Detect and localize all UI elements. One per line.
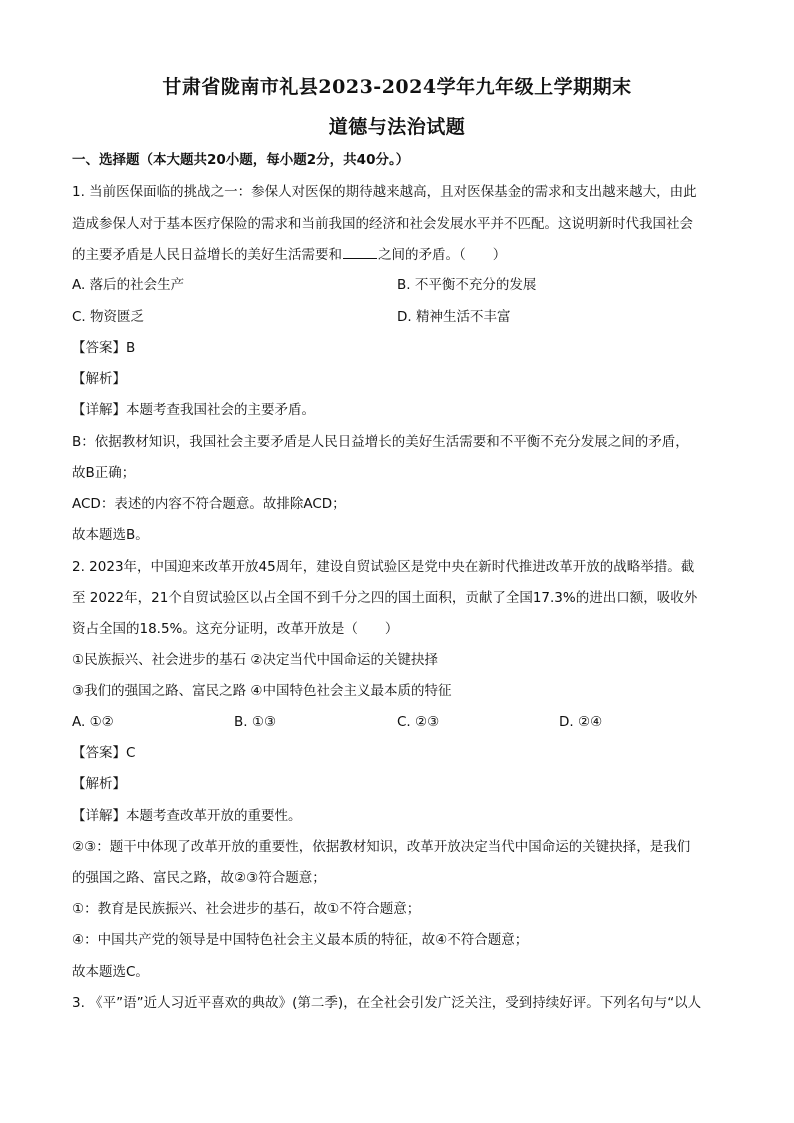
q2-statements-1: ①民族振兴、社会进步的基石 ②决定当代中国命运的关键抉择 — [72, 652, 438, 668]
q2-option-a: A. ①② — [72, 714, 114, 730]
q2-conclusion: 故本题选C。 — [72, 964, 149, 980]
q2-answer: 【答案】C — [72, 745, 136, 761]
q1-explanation-2: 故B正确； — [72, 465, 136, 481]
q2-explanation-2: 的强国之路、富民之路，故②③符合题意； — [72, 870, 326, 886]
q1-option-d: D. 精神生活不丰富 — [397, 309, 511, 325]
q2-stem-line-2: 至 2022年，21个自贸试验区以占全国不到千分之四的国土面积，贡献了全国17.3%的进出口额，吸收外 — [72, 590, 698, 606]
q1-option-c: C. 物资匮乏 — [72, 309, 145, 325]
q1-detail: 【详解】本题考查我国社会的主要矛盾。 — [72, 402, 315, 418]
section-heading: 一、选择题（本大题共20小题，每小题2分，共40分。） — [72, 152, 410, 168]
q2-detail: 【详解】本题考查改革开放的重要性。 — [72, 808, 302, 824]
q1-stem-after-blank: 之间的矛盾。（ ） — [378, 247, 507, 263]
q1-stem-line-1: 1. 当前医保面临的挑战之一：参保人对医保的期待越来越高，且对医保基金的需求和支出越来越大，由此 — [72, 184, 697, 200]
q1-analysis-label: 【解析】 — [72, 371, 126, 387]
q2-option-c: C. ②③ — [397, 714, 440, 730]
exam-title: 甘肃省陇南市礼县2023-2024学年九年级上学期期末 — [162, 76, 632, 98]
q1-option-a: A. 落后的社会生产 — [72, 277, 185, 293]
q2-option-b: B. ①③ — [234, 714, 277, 730]
q1-fill-blank — [343, 245, 377, 259]
q1-option-b: B. 不平衡不充分的发展 — [397, 277, 537, 293]
q1-conclusion: 故本题选B。 — [72, 527, 149, 543]
q2-explanation-1: ②③：题干中体现了改革开放的重要性，依据教材知识，改革开放决定当代中国命运的关键抉择，是我们 — [72, 839, 691, 855]
exam-subtitle: 道德与法治试题 — [328, 116, 466, 138]
q2-stem-line-1: 2. 2023年，中国迎来改革开放45周年，建设自贸试验区是党中央在新时代推进改革开放的战略举措。截 — [72, 559, 695, 575]
q1-explanation-1: B：依据教材知识，我国社会主要矛盾是人民日益增长的美好生活需要和不平衡不充分发展之间的矛盾， — [72, 434, 689, 450]
q1-answer: 【答案】B — [72, 340, 136, 356]
q3-stem-line-1: 3. 《平”语”近人习近平喜欢的典故》(第二季)，在全社会引发广泛关注，受到持续好评。下列名句与“以人 — [72, 995, 702, 1011]
q2-explanation-4: ④：中国共产党的领导是中国特色社会主义最本质的特征，故④不符合题意； — [72, 932, 529, 948]
q1-stem-line-3 — [72, 245, 732, 265]
q1-stem-before-blank: 的主要矛盾是人民日益增长的美好生活需要和 — [72, 247, 342, 263]
q2-stem-line-3: 资占全国的18.5%。这充分证明，改革开放是（ ） — [72, 621, 399, 637]
q2-statements-2: ③我们的强国之路、富民之路 ④中国特色社会主义最本质的特征 — [72, 683, 452, 699]
q2-explanation-3: ①：教育是民族振兴、社会进步的基石，故①不符合题意； — [72, 901, 421, 917]
q2-option-d: D. ②④ — [559, 714, 603, 730]
q2-analysis-label: 【解析】 — [72, 776, 126, 792]
q1-explanation-3: ACD：表述的内容不符合题意。故排除ACD； — [72, 496, 346, 512]
q1-stem-line-2: 造成参保人对于基本医疗保险的需求和当前我国的经济和社会发展水平并不匹配。这说明新时代我国社会 — [72, 216, 693, 232]
